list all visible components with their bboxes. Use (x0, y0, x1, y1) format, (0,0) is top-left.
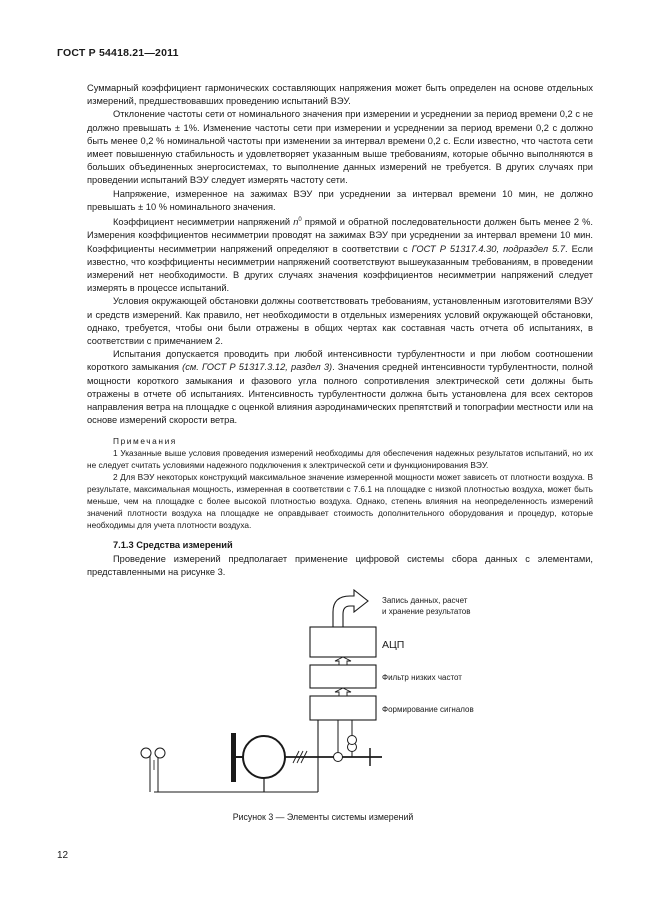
asym-text-middle: прямой и обратной последовательности должен быть менее 2 %. Измерения коэффициентов несимметрии проводят на зажимах ВЭУ при усреднении за интервал времени 10 мин. Коэффициенты несимметрии напряжений определяют в соответствии с (87, 217, 593, 254)
anemometer-cup-left (141, 748, 151, 758)
asym-symbol: n (293, 217, 299, 228)
turb-text-before: Испытания допускается проводить при любой интенсивности турбулентности и при любом соотношении короткого замыкания (87, 349, 593, 373)
adc-block (310, 627, 376, 657)
signal-conditioning-block (310, 696, 376, 720)
lpf-block (310, 665, 376, 688)
record-label-line1: Запись данных, расчет (382, 596, 468, 605)
asym-text-before: Коэффициент несимметрии напряжений (113, 217, 294, 228)
paragraph-voltage: Напряжение, измеренное на зажимах ВЭУ при усреднении за интервал времени 10 мин, не должно превышать ± 10 % номинального значения. (87, 188, 593, 212)
asym-reference: ГОСТ Р 51317.4.30, подраздел 5.7 (411, 243, 566, 254)
arrow-lpf-to-adc (335, 657, 351, 665)
voltage-transformer-lower (348, 736, 357, 745)
current-transformer (334, 753, 343, 762)
notes-title: Примечания (113, 436, 177, 447)
adc-label: АЦП (382, 639, 405, 651)
note-1: 1 Указанные выше условия проведения измерений необходимы для обеспечения надежных результатов испытаний, но их не следует считать условиями надежного подключения к электрической сети и функционирования ВЭУ. (87, 448, 593, 471)
generator (243, 736, 285, 778)
turb-text-after: . Значения средней интенсивности турбулентности, полной мощности короткого замыкания и фазового угла полного сопротивления электрической сети должны быть отражены в отчете об испытаниях. Интенсивность турбулентности должна быть установлена для всех секторов направления ветра на площадке с оценкой влияния аэродинамических препятствий и топографии местности или на основе измерений скорости ветра. (87, 362, 594, 426)
paragraph-harmonics: Суммарный коэффициент гармонических составляющих напряжения может быть определен на основе отдельных измерений, предшествовавших проведению испытаний ВЭУ. (87, 83, 593, 107)
page-number: 12 (57, 850, 69, 861)
arrow-signal-to-lpf (335, 688, 351, 696)
note-2: 2 Для ВЭУ некоторых конструкций максимальное значение измеренной мощности может зависеть от плотности воздуха. В результате, максимальная мощность, измеренная в соответствии с 7.6.1 на площадке с низкой плотностью воздуха, может быть меньше, чем на площадке с более высокой плотностью воздуха. Однако, степень влияния на неопределенность измерений значений плотности воздуха на площадке не оправдывает стоимость дополнительного оборудования и процедур, которые необходимы для учета плотности воздуха. (87, 472, 593, 531)
section-text: Проведение измерений предполагает применение цифровой системы сбора данных с элементами, представленными на рисунке 3. (87, 553, 593, 577)
signal-label: Формирование сигналов (382, 705, 474, 714)
paragraph-frequency: Отклонение частоты сети от номинального значения при измерении и усреднении за период времени 0,2 с не должно превышать ± 1%. Изменение частоты сети при измерении и усреднении за период времени 0,2 с должно быть менее 0,2 % номинальной частоты при изменении за интервал времени 0,2 с. Если известно, что частота сети имеет повышенную стабильность и удовлетворяет указанным выше требованиям, которые обычно выполняются в больших объединенных энергосистемах, то выполнение данных измерений не требуется. В других случаях при проведении испытаний ВЭУ следует измерять частоту сети. (87, 109, 593, 186)
record-label-line2: и хранение результатов (382, 607, 471, 616)
output-arrow (333, 590, 368, 627)
section-title: 7.1.3 Средства измерений (113, 540, 233, 551)
document-header: ГОСТ Р 54418.21—2011 (57, 47, 179, 59)
asym-text-after: . Если известно, что коэффициенты несимметрии напряжений соответствуют вышеуказанным требованиям, в проведении измерений нет необходимости. В других случаях значения коэффициентов несимметрии напряжений следует измерять в процессе испытаний. (87, 243, 593, 294)
asym-superscript: 0 (298, 217, 302, 224)
paragraph-environment: Условия окружающей обстановки должны соответствовать требованиям, установленным изготовителями ВЭУ и средств измерений. Как правило, нет необходимости в отдельных измерениях условий окружающей обстановки, однако, требуется, чтобы они были отражены в общих чертах как составная часть отчета об испытаниях, в соответствии с примечанием 2. (87, 296, 593, 346)
turbine-rotor (231, 733, 236, 782)
turb-reference: (см. ГОСТ Р 51317.3.12, раздел 3) (182, 362, 333, 373)
lpf-label: Фильтр низких частот (382, 673, 462, 682)
figure-caption: Рисунок 3 — Элементы системы измерений (232, 812, 414, 822)
anemometer-cup-right (155, 748, 165, 758)
